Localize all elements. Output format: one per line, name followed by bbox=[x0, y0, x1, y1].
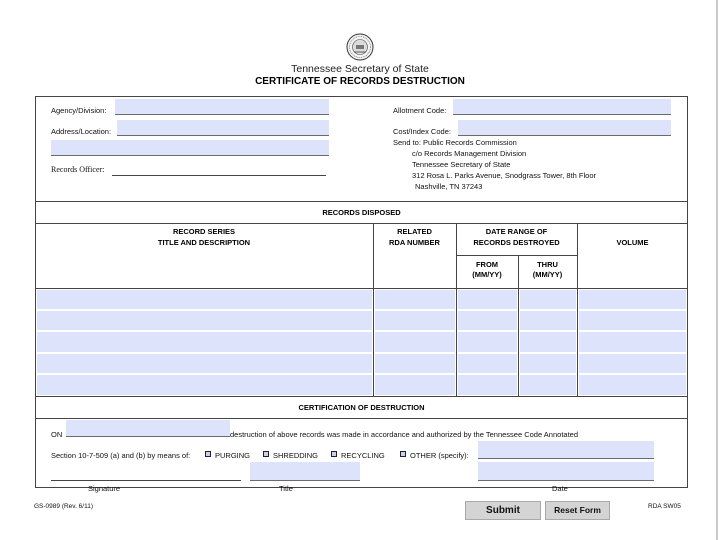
col-from-header: FROM bbox=[475, 260, 499, 269]
col-thru-header: (MM/YY) bbox=[532, 270, 563, 279]
series-cell[interactable] bbox=[36, 310, 373, 331]
divider bbox=[35, 418, 688, 419]
page-border-right bbox=[716, 0, 718, 540]
shredding-label: SHREDDING bbox=[273, 451, 319, 460]
cost-input[interactable] bbox=[458, 120, 671, 136]
thru-cell[interactable] bbox=[519, 374, 577, 396]
volume-cell[interactable] bbox=[578, 374, 687, 396]
signature-input[interactable] bbox=[51, 470, 241, 481]
from-cell[interactable] bbox=[457, 310, 518, 331]
send-to-line: 312 Rosa L. Parks Avenue, Snodgrass Tower, 8th Floor bbox=[412, 171, 596, 180]
address-label: Address/Location: bbox=[51, 127, 112, 136]
on-label: ON bbox=[51, 430, 63, 439]
send-to-line: Send to: Public Records Commission bbox=[393, 138, 517, 147]
address-input-2[interactable] bbox=[51, 140, 329, 156]
allotment-input[interactable] bbox=[453, 99, 671, 115]
records-section-title: RECORDS DISPOSED bbox=[322, 208, 401, 217]
series-cell[interactable] bbox=[36, 331, 373, 353]
series-cell[interactable] bbox=[36, 374, 373, 396]
thru-cell[interactable] bbox=[519, 331, 577, 353]
volume-cell[interactable] bbox=[578, 310, 687, 331]
rda-cell[interactable] bbox=[374, 331, 456, 353]
officer-input[interactable] bbox=[112, 165, 326, 176]
date-on-input[interactable] bbox=[66, 420, 230, 437]
send-to-line: c/o Records Management Division bbox=[412, 149, 527, 158]
officer-label: Records Officer: bbox=[51, 165, 105, 174]
title-label: Title bbox=[279, 484, 293, 493]
date-input[interactable] bbox=[478, 462, 654, 481]
cost-label: Cost/Index Code: bbox=[393, 127, 451, 136]
col-series-header: TITLE AND DESCRIPTION bbox=[157, 238, 251, 247]
form-number: GS-0989 (Rev. 6/11) bbox=[34, 503, 94, 510]
certification-section-title: CERTIFICATION OF DESTRUCTION bbox=[298, 403, 425, 412]
thru-cell[interactable] bbox=[519, 289, 577, 310]
from-cell[interactable] bbox=[457, 331, 518, 353]
purging-label: PURGING bbox=[215, 451, 251, 460]
from-cell[interactable] bbox=[457, 353, 518, 374]
thru-cell[interactable] bbox=[519, 353, 577, 374]
page-title: CERTIFICATE OF RECORDS DESTRUCTION bbox=[255, 76, 465, 87]
col-thru-header: THRU bbox=[537, 260, 558, 269]
send-to-line: Nashville, TN 37243 bbox=[415, 182, 483, 191]
col-rda-header: RDA NUMBER bbox=[389, 238, 440, 247]
col-range-header: RECORDS DESTROYED bbox=[473, 238, 560, 247]
rda-cell[interactable] bbox=[374, 310, 456, 331]
volume-cell[interactable] bbox=[578, 289, 687, 310]
submit-button[interactable]: Submit bbox=[465, 501, 541, 520]
other-checkbox[interactable] bbox=[400, 451, 406, 457]
agency-label: Agency/Division: bbox=[51, 106, 107, 115]
statement-text: destruction of above records was made in accordance and authorized by the Tennessee Code Annotated bbox=[230, 430, 579, 439]
volume-cell[interactable] bbox=[578, 331, 687, 353]
send-to-line: Tennessee Secretary of State bbox=[412, 160, 511, 169]
col-rda-header: RELATED bbox=[397, 227, 432, 236]
org-name: Tennessee Secretary of State bbox=[291, 63, 429, 75]
series-cell[interactable] bbox=[36, 289, 373, 310]
address-input-1[interactable] bbox=[117, 120, 329, 136]
allotment-label: Allotment Code: bbox=[393, 106, 447, 115]
col-volume-header: VOLUME bbox=[616, 238, 649, 247]
shredding-checkbox[interactable] bbox=[263, 451, 269, 457]
from-cell[interactable] bbox=[457, 374, 518, 396]
title-input[interactable] bbox=[250, 462, 360, 481]
divider bbox=[35, 396, 688, 397]
col-series-header: RECORD SERIES bbox=[172, 227, 236, 236]
recycling-checkbox[interactable] bbox=[331, 451, 337, 457]
rda-cell[interactable] bbox=[374, 374, 456, 396]
purging-checkbox[interactable] bbox=[205, 451, 211, 457]
rda-cell[interactable] bbox=[374, 289, 456, 310]
other-label: OTHER (specify): bbox=[410, 451, 469, 460]
date-label: Date bbox=[552, 484, 568, 493]
col-range-header: DATE RANGE OF bbox=[485, 227, 548, 236]
col-from-header: (MM/YY) bbox=[472, 270, 502, 279]
rda-code: RDA SW05 bbox=[648, 503, 681, 510]
agency-input[interactable] bbox=[115, 99, 329, 115]
volume-cell[interactable] bbox=[578, 353, 687, 374]
state-seal bbox=[346, 33, 374, 61]
divider bbox=[35, 201, 688, 202]
recycling-label: RECYCLING bbox=[341, 451, 385, 460]
series-cell[interactable] bbox=[36, 353, 373, 374]
divider bbox=[35, 223, 688, 224]
rda-cell[interactable] bbox=[374, 353, 456, 374]
other-specify-input[interactable] bbox=[478, 441, 654, 459]
thru-cell[interactable] bbox=[519, 310, 577, 331]
section-text: Section 10-7-509 (a) and (b) by means of: bbox=[51, 451, 191, 460]
from-cell[interactable] bbox=[457, 289, 518, 310]
signature-label: Signature bbox=[88, 484, 121, 493]
reset-form-button[interactable]: Reset Form bbox=[545, 501, 610, 520]
subheader-divider bbox=[456, 255, 577, 256]
